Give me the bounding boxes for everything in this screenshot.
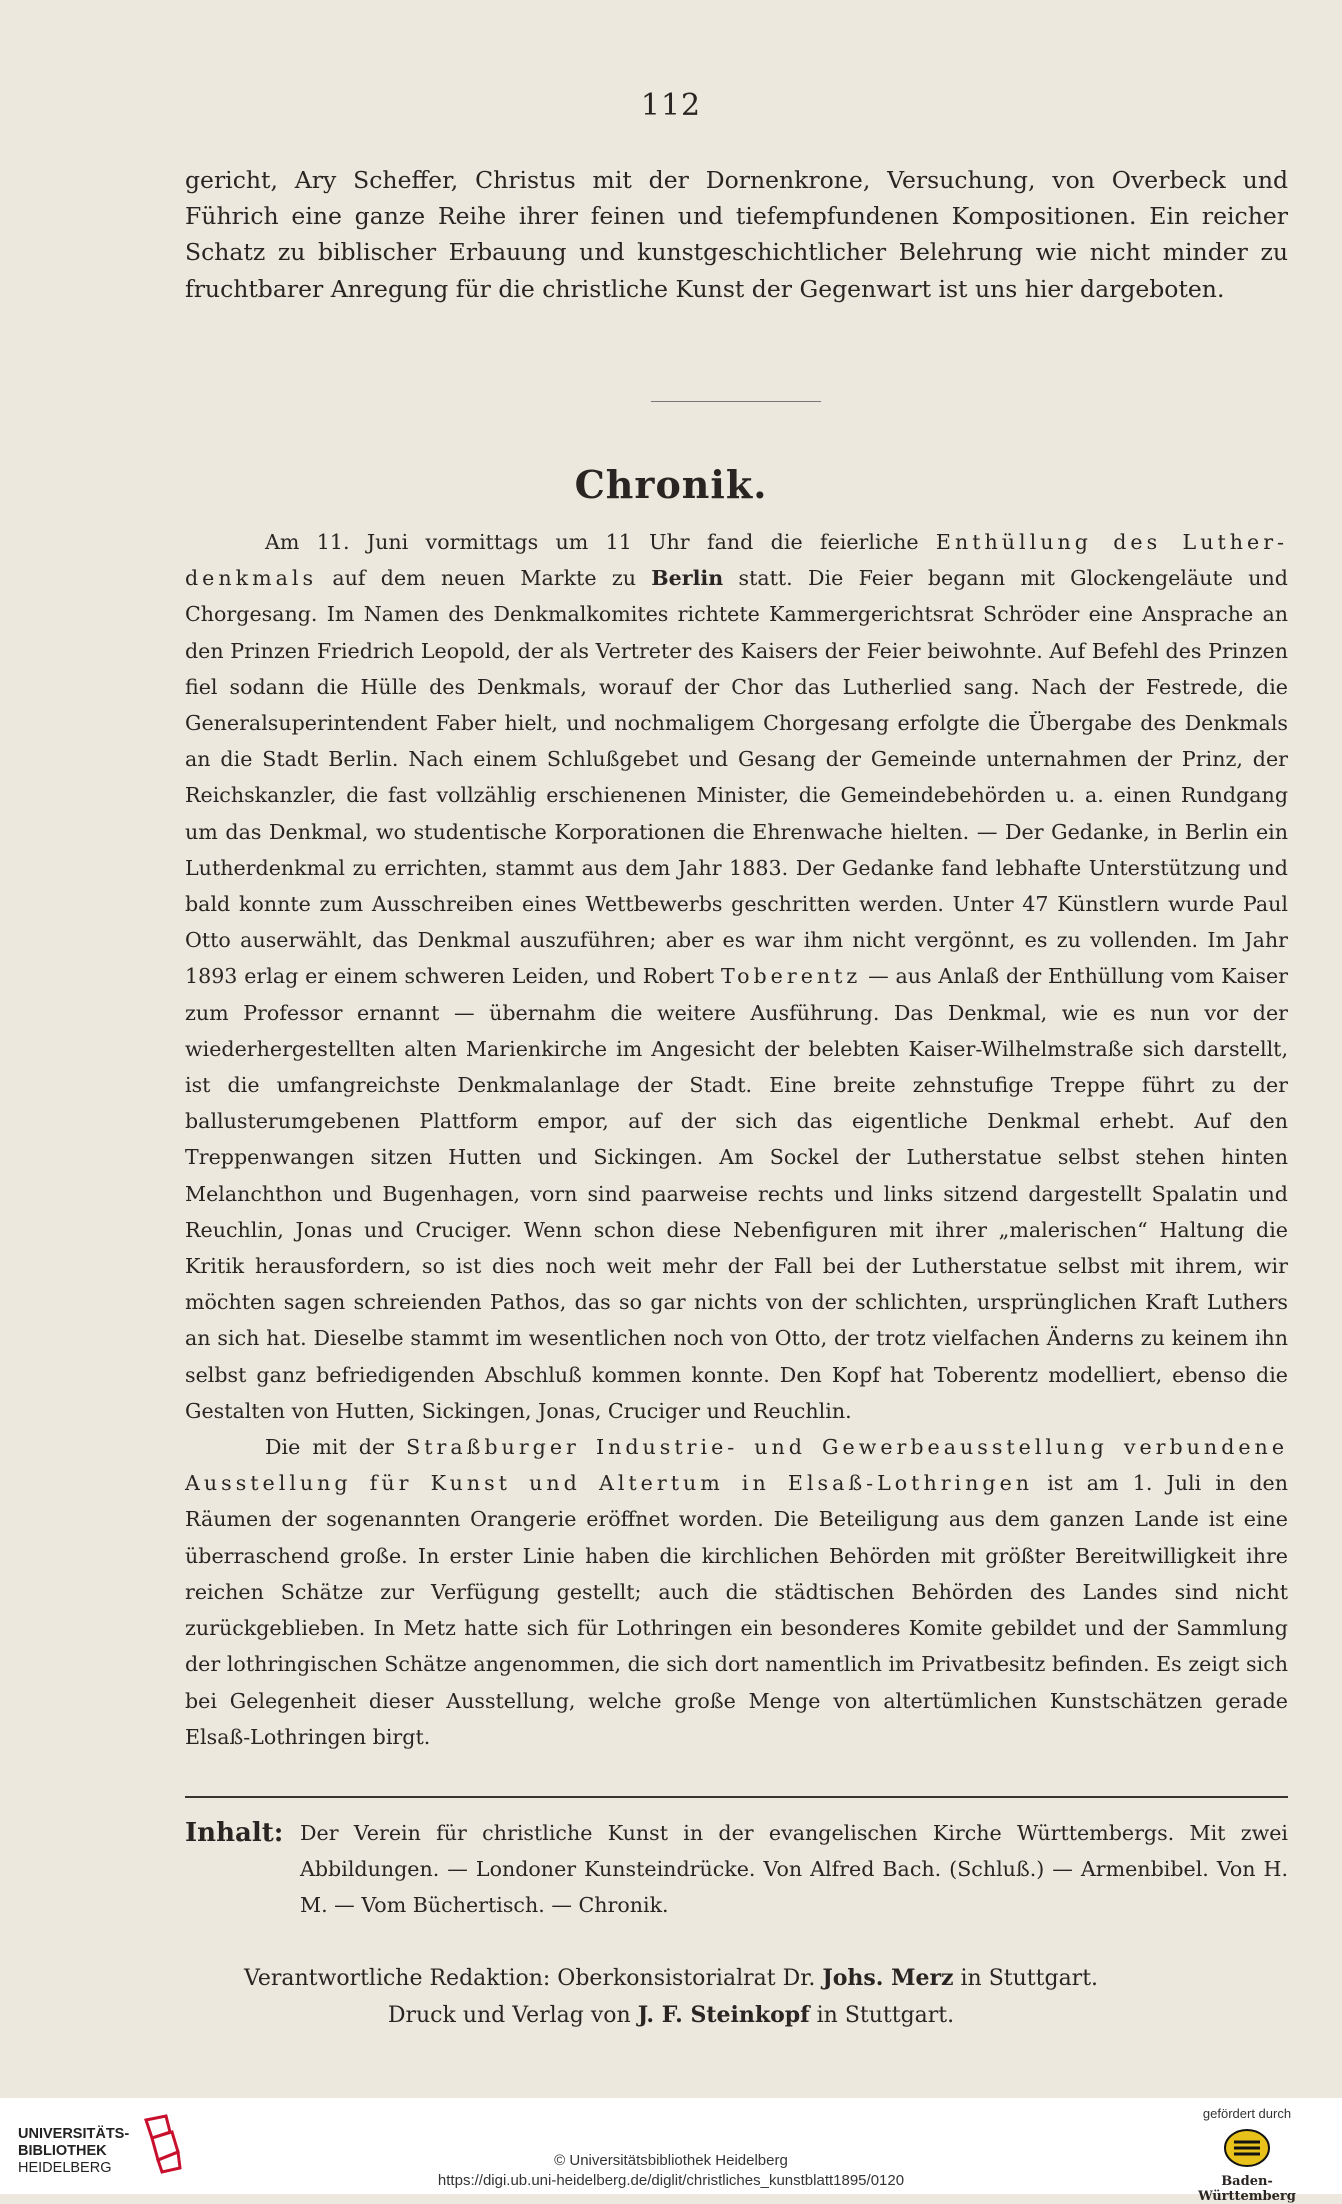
chronik-block	[185, 524, 1288, 1755]
section-rule	[651, 401, 821, 402]
section-heading: Chronik.	[574, 462, 768, 507]
imprint-editor-suffix: in Stuttgart.	[953, 1966, 1099, 1991]
state-crest-icon	[1222, 2126, 1272, 2170]
p1-lead: Am 11. Juni vormittags um 11 Uhr fand die feierliche	[265, 530, 936, 554]
imprint-publisher-line	[0, 1997, 1342, 2034]
chronik-paragraph-strassburg	[185, 1429, 1288, 1755]
p1-mid: auf dem neuen Markte zu	[317, 566, 652, 591]
imprint	[0, 1960, 1342, 2034]
library-name-line1: UNIVERSITÄTS-	[18, 2126, 130, 2142]
copyright-credit: © Universitätsbibliothek Heidelberg	[554, 2152, 788, 2169]
footer-bar	[0, 2098, 1342, 2204]
contents-label: Inhalt:	[185, 1818, 284, 1848]
sponsor-name: Baden-Württemberg	[1198, 2174, 1296, 2204]
p2-rest: ist am 1. Juli in den Räumen der sogenannten Orangerie eröffnet worden. Die Beteiligung aus dem ganzen Lande ist eine überraschend große. In erster Linie haben die kirchlichen Behörden mit größter Bereitwilligkeit ihre reichen Schätze zur Verfügung gestellt; auch die städtischen Behörden des Landes sind nicht zurückgeblieben. In Metz hatte sich für Lothringen ein besonderes Komite gebildet und der Sammlung der lothringischen Schätze angenommen, die sich dort namentlich im Privatbesitz befinden. Es zeigt sich bei Gelegenheit dieser Ausstellung, welche große Menge von altertümlichen Kunstschätzen gerade Elsaß-Lothringen birgt.	[185, 1471, 1288, 1749]
p1-sculptor: Toberentz	[720, 964, 862, 989]
imprint-editor-line	[0, 1960, 1342, 1997]
p1-city: Berlin	[651, 566, 724, 591]
imprint-publisher-prefix: Druck und Verlag von	[387, 2003, 638, 2028]
imprint-editor-prefix: Verantwortliche Redaktion: Oberkonsistorialrat Dr.	[243, 1966, 823, 1991]
imprint-publisher-name: J. F. Steinkopf	[637, 2002, 810, 2028]
p2-lead: Die mit der	[265, 1435, 407, 1460]
library-name-line3: HEIDELBERG	[18, 2160, 112, 2176]
intro-block	[185, 162, 1288, 307]
contents-text: Der Verein für christliche Kunst in der evangelischen Kirche Württembergs. Mit zwei Abbildungen. — Londoner Kunsteindrücke. Von Alfred Bach. (Schluß.) — Armenbibel. Von H. M. — Vom Büchertisch. — Chronik.	[300, 1821, 1288, 1918]
p1-event: Enthüllung des Luther-denkmals	[185, 530, 1289, 591]
p1-tail: — aus Anlaß der Enthüllung vom Kaiser zum Professor ernannt — übernahm die weitere Ausführung. Das Denkmal, wie es nun vor der wiederhergestellten alten Marienkirche im Angesicht der belebten Kaiser-Wilhelmstraße sich darstellt, ist die umfangreichste Denkmalanlage der Stadt. Eine breite zehnstufige Treppe führt zu der ballusterumgebenen Plattform empor, auf der sich das eigentliche Denkmal erhebt. Auf den Treppenwangen sitzen Hutten und Sickingen. Am Sockel der Lutherstatue selbst stehen hinten Melanchthon und Bugenhagen, vorn sind paarweise rechts und links sitzend dargestellt Spalatin und Reuchlin, Jonas und Cruciger. Wenn schon diese Nebenfiguren mit ihrer „malerischen“ Haltung die Kritik herausfordern, so ist dies noch weit mehr der Fall bei der Lutherstatue selbst mit ihrem, wir möchten sagen schreienden Pathos, das so gar nichts von der schlichten, ursprünglichen Kraft Luthers an sich hat. Dieselbe stammt im wesentlichen noch von Otto, der trotz vielfachen Änderns zu keinem ihn selbst ganz befriedigenden Abschluß kommen konnte. Den Kopf hat Toberentz modelliert, ebenso die Gestalten von Hutten, Sickingen, Jonas, Cruciger und Reuchlin.	[185, 964, 1288, 1423]
imprint-editor-name: Johs. Merz	[822, 1965, 954, 1991]
page-number: 112	[640, 88, 702, 123]
p2-event: Straßburger Industrie- und Gewerbeausstellung verbundene Ausstellung für Kunst und Altertum in Elsaß-Lothringen	[185, 1435, 1289, 1496]
sponsor-label: gefördert durch	[1202, 2106, 1292, 2121]
permalink-url[interactable]: https://digi.ub.uni-heidelberg.de/diglit/christliches_kunstblatt1895/0120	[437, 2172, 905, 2189]
intro-paragraph: gericht, Ary Scheffer, Christus mit der Dornenkrone, Versuchung, von Overbeck und Führich eine ganze Reihe ihrer feinen und tiefempfundenen Kompositionen. Ein reicher Schatz zu biblischer Erbauung und kunstgeschichtlicher Belehrung wie nicht minder zu fruchtbarer Anregung für die christliche Kunst der Gegenwart ist uns hier dargeboten.	[185, 166, 1288, 303]
chronik-paragraph-luther	[185, 524, 1288, 1429]
library-name-line2: BIBLIOTHEK	[18, 2143, 107, 2159]
imprint-publisher-suffix: in Stuttgart.	[809, 2003, 955, 2028]
p1-rest: statt. Die Feier begann mit Glockengeläute und Chorgesang. Im Namen des Denkmalkomites richtete Kammergerichtsrat Schröder eine Ansprache an den Prinzen Friedrich Leopold, der als Vertreter des Kaisers der Feier beiwohnte. Auf Befehl des Prinzen fiel sodann die Hülle des Denkmals, worauf der Chor das Lutherlied sang. Nach der Festrede, die Generalsuperintendent Faber hielt, und nochmaligem Chorgesang erfolgte die Übergabe des Denkmals an die Stadt Berlin. Nach einem Schlußgebet und Gesang der Gemeinde unternahmen der Prinz, der Reichskanzler, die fast vollzählig erschienenen Minister, die Gemeindebehörden u. a. einen Rundgang um das Denkmal, wo studentische Korporationen die Ehrenwache hielten. — Der Gedanke, in Berlin ein Lutherdenkmal zu errichten, stammt aus dem Jahr 1883. Der Gedanke fand lebhafte Unterstützung und bald konnte zum Ausschreiben eines Wettbewerbs geschritten werden. Unter 47 Künstlern wurde Paul Otto auserwählt, das Denkmal auszuführen; aber es war ihm nicht vergönnt, es zu vollenden. Im Jahr 1893 erlag er einem schweren Leiden, und Robert	[185, 566, 1288, 989]
contents-section	[185, 1815, 1288, 1924]
contents-divider	[185, 1796, 1288, 1798]
